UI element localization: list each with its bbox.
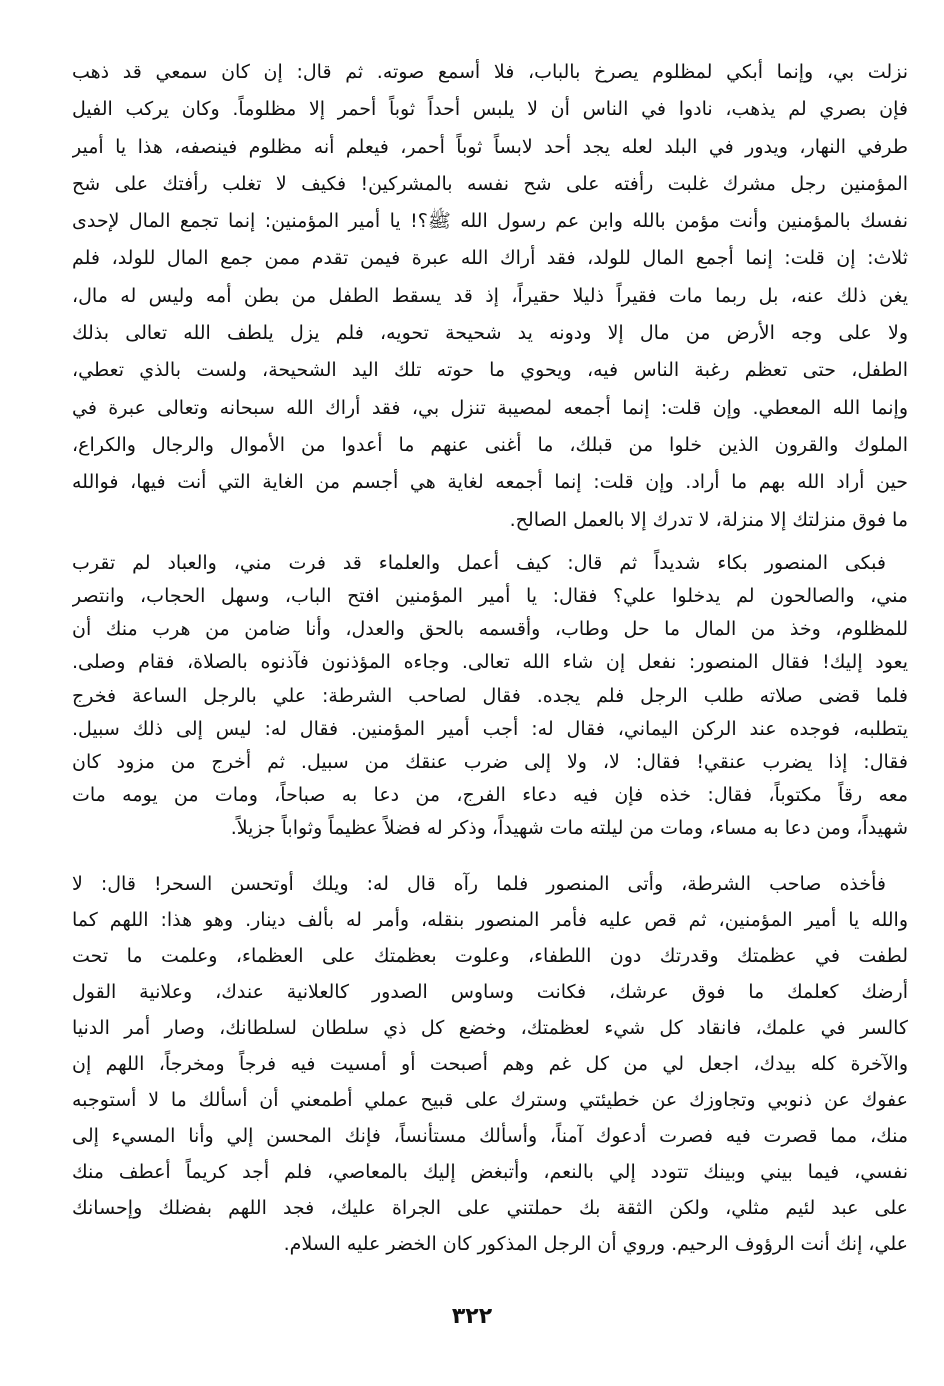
text-line: معه رقاً مكتوباً، فقال: خذه فإن فيه دعاء الفرج، من دعا به صباحاً، ومات من يومه مات <box>72 784 908 807</box>
text-line: فلما قضى صلاته طلب الرجل فلم يجده. فقال لصاحب الشرطة: علي بالرجل الساعة فخرج <box>72 684 908 707</box>
book-page <box>72 54 908 1263</box>
paragraph-3 <box>72 866 908 1263</box>
text-line: يغن ذلك عنه، بل ربما مات فقيراً ذليلا حقيراً، إذ قد يسقط الطفل من بطن أمه وليس له مال، <box>72 284 908 307</box>
text-line: علي، إنك أنت الرؤوف الرحيم. وروي أن الرجل المذكور كان الخضر عليه السلام. <box>283 1233 908 1256</box>
text-line: مني، والصالحون لم يدخلوا علي؟ فقال: يا أمير المؤمنين افتح الباب، وسهل الحجاب، وانتصر <box>72 585 908 608</box>
text-line: ما فوق منزلتك إلا منزلة، لا تدرك إلا بالعمل الصالح. <box>509 508 908 531</box>
text-line: والله يا أمير المؤمنين، ثم قص عليه فأمر المنصور بنقله، وأمر له بألف دينار. وهو هذا: اللهم كما <box>72 908 908 931</box>
text-line: حين أراد الله بهم ما أراد. وإن قلت: إنما أجمعه لغاية هي أجسم من الغاية التي أنت فيها، فوالله <box>72 471 908 494</box>
text-line: فبكى المنصور بكاء شديداً ثم قال: كيف أعمل والعلماء قد فرت مني، والعباد لم تقرب <box>72 551 886 574</box>
text-line: طرفي النهار، ويدور في البلد لعله يجد أحد لابساً ثوباً أحمر، فيعلم أنه مظلوم فينصفه، هذا يا أمير <box>72 135 908 158</box>
text-line: يتطلبه، فوجده عند الركن اليماني، فقال له: أجب أمير المؤمنين. فقال له: ليس إلى ذلك سبيل. <box>72 717 908 740</box>
text-line: للمظلوم، وخذ من المال ما حل وطاب، وأقسمه بالحق والعدل، وأنا ضامن من هرب منك أن <box>72 618 908 641</box>
text-line: ولا على وجه الأرض من مال إلا ودونه يد شحيحة تحويه، فلم يزل يلطف الله تعالى بذلك <box>72 322 908 345</box>
text-line: منك، مما قصرت فيه فصرت أدعوك آمناً، وأسألك مستأنساً، فإنك المحسن إلي وأنا المسيء إلى <box>72 1125 908 1148</box>
text-line: المؤمنين رجل مشرك غلبت رأفته على شح نفسه بالمشركين! فكيف لا تغلب رأفتك على شح <box>72 172 908 195</box>
page-number: ٣٢٢ <box>451 1304 493 1329</box>
text-line: نفسي، فيما بيني وبينك تتودد إلي بالنعم، وأتبغض إليك بالمعاصي، فلم أجد كريماً أعطف منك <box>72 1161 908 1184</box>
text-line: فأخذه صاحب الشرطة، وأتى المنصور فلما رآه قال له: ويلك أوتحسن السحر! قال: لا <box>72 872 886 895</box>
text-line: على عبد لئيم مثلي، ولكن الثقة بك حملتني على الجراة عليك، فجد اللهم بفضلك وإحسانك <box>72 1197 908 1220</box>
text-line: نفسك بالمؤمنين وأنت مؤمن بالله وابن عم رسول الله ﷺ؟! يا أمير المؤمنين: إنما تجمع المال لإحدى <box>72 210 908 233</box>
text-line: عفوك عن ذنوبي وتجاوزك عن خطيئتي وسترك على قبيح عملي أطمعني أن أسألك ما لا أستوجبه <box>72 1089 908 1112</box>
text-line: الطفل، حتى تعظم رغبة الناس فيه، ويحوي ما حوته تلك اليد الشحيحة، ولست بالذي تعطي، <box>72 359 908 382</box>
text-line: فإن بصري لم يذهب، نادوا في الناس أن لا يلبس أحداً ثوباً أحمر إلا مظلوماً. وكان يركب الفيل <box>72 98 908 121</box>
text-line: كالسر في علمك، فانقاد كل شيء لعظمتك، وخضع كل ذي سلطان لسلطانك، وصار أمر الدنيا <box>72 1016 908 1039</box>
text-line: ثلاث: إن قلت: إنما أجمع المال للولد، فقد أراك الله عبرة فيمن تقدم ممن جمع المال للولد، فلم <box>72 247 908 270</box>
paragraph-2 <box>72 547 908 846</box>
text-line: والآخرة كله بيدك، اجعل لي من كل غم وهم أصبحت أو أمسيت فيه فرجاً ومخرجاً، اللهم إن <box>72 1053 908 1076</box>
text-line: نزلت بي، وإنما أبكي لمظلوم يصرخ بالباب، فلا أسمع صوته. ثم قال: إن كان سمعي قد ذهب <box>72 61 908 83</box>
text-line: لطفت في عظمتك وقدرتك دون اللطفاء، وعلوت بعظمتك على العظماء، وعلمت ما تحت <box>72 944 908 967</box>
text-line: أرضك كعلمك ما فوق عرشك، فكانت وساوس الصدور كالعلانية عندك، وعلانية القول <box>72 980 908 1003</box>
text-line: فقال: إذا يضرب عنقي! فقال: لا، ولا إلى ضرب عنقك من سبيل. ثم أخرج من مزود كان <box>72 750 908 773</box>
text-line: يعود إليك! فقال المنصور: نفعل إن شاء الله تعالى. وجاءه المؤذنون فآذنوه بالصلاة، فقام وصلى. <box>72 651 908 674</box>
text-line: الملوك والقرون الذين خلوا من قبلك، ما أغنى عنهم ما أعدوا من الأموال والرجال والكراع، <box>72 433 908 456</box>
paragraph-1 <box>72 54 908 539</box>
text-line: شهيداً، ومن دعا به مساء، ومات من ليلته مات شهيداً، وذكر له فضلاً عظيماً وثواباً جزيلاً. <box>230 817 908 840</box>
text-line: وإنما الله المعطي. وإن قلت: إنما أجمعه لمصيبة تنزل بي، فقد أراك الله سبحانه وتعالى عبرة في <box>72 396 908 419</box>
